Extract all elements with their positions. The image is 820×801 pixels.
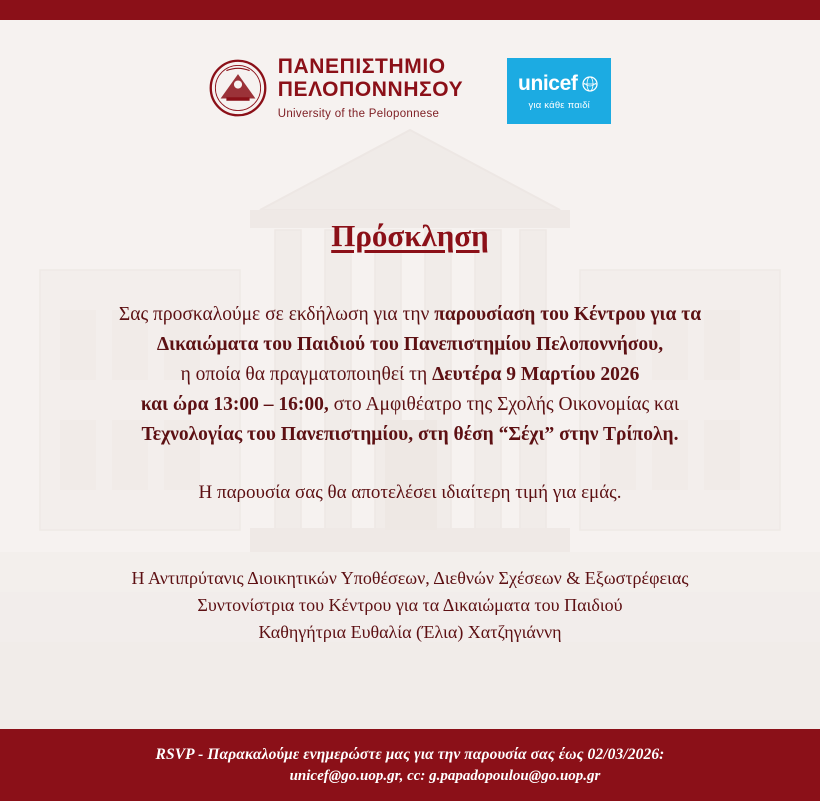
invitation-body	[0, 300, 820, 450]
university-name	[278, 56, 464, 121]
unicef-tagline: για κάθε παιδί	[528, 99, 590, 111]
body-line-2: Δικαιώματα του Παιδιού του Πανεπιστημίου Πελοποννήσου,	[156, 334, 664, 355]
body-line-3-bold: Δευτέρα 9 Μαρτίου 2026	[432, 364, 640, 385]
university-name-line1: ΠΑΝΕΠΙΣΤΗΜΙΟ	[277, 55, 446, 78]
body-line-5: Τεχνολογίας του Πανεπιστημίου, στη θέση “Σέχι” στην Τρίπολη.	[141, 424, 679, 445]
university-name-line2: ΠΕΛΟΠΟΝΝΗΣΟΥ	[277, 77, 464, 101]
top-accent-bar	[0, 0, 820, 20]
rsvp-emails[interactable]: unicef@go.uop.gr, cc: g.papadopoulou@go.uop.gr	[289, 767, 601, 784]
body-line-1-bold: παρουσίαση του Κέντρου για τα	[434, 304, 702, 325]
unicef-logo	[507, 58, 611, 124]
honor-note: Η παρουσία σας θα αποτελέσει ιδιαίτερη τιμή για εμάς.	[198, 482, 622, 503]
signature-line-2: Συντονίστρια του Κέντρου για τα Δικαιώματα του Παιδιού	[197, 595, 623, 615]
invitation-content	[0, 20, 820, 729]
logo-row	[0, 56, 820, 124]
body-line-3	[0, 360, 820, 390]
university-name-english: University of the Peloponnese	[277, 108, 440, 121]
body-line-1	[0, 300, 820, 330]
unicef-wordmark-text: unicef	[518, 71, 578, 95]
body-line-4-plain: στο Αμφιθέατρο της Σχολής Οικονομίας και	[328, 394, 680, 415]
signature-block	[0, 565, 820, 646]
unicef-globe-icon	[580, 74, 600, 94]
unicef-wordmark	[518, 72, 600, 96]
body-line-3-plain: η οποία θα πραγματοποιηθεί τη	[180, 364, 433, 385]
signature-line-1: Η Αντιπρύτανις Διοικητικών Υποθέσεων, Διεθνών Σχέσεων & Εξωστρέφειας	[131, 568, 689, 588]
rsvp-text: RSVP - Παρακαλούμε ενημερώστε μας για την παρουσία σας έως 02/03/2026:	[155, 745, 665, 763]
body-line-1-plain: Σας προσκαλούμε σε εκδήλωση για την	[118, 304, 435, 325]
page-title: Πρόσκληση	[331, 218, 489, 253]
university-logo	[209, 56, 464, 121]
signature-line-3: Καθηγήτρια Ευθαλία (Έλια) Χατζηγιάννη	[258, 622, 562, 642]
rsvp-footer	[0, 729, 820, 801]
body-line-4-bold: και ώρα 13:00 – 16:00,	[140, 394, 329, 415]
university-seal-icon	[209, 59, 267, 117]
body-line-4	[0, 390, 820, 420]
